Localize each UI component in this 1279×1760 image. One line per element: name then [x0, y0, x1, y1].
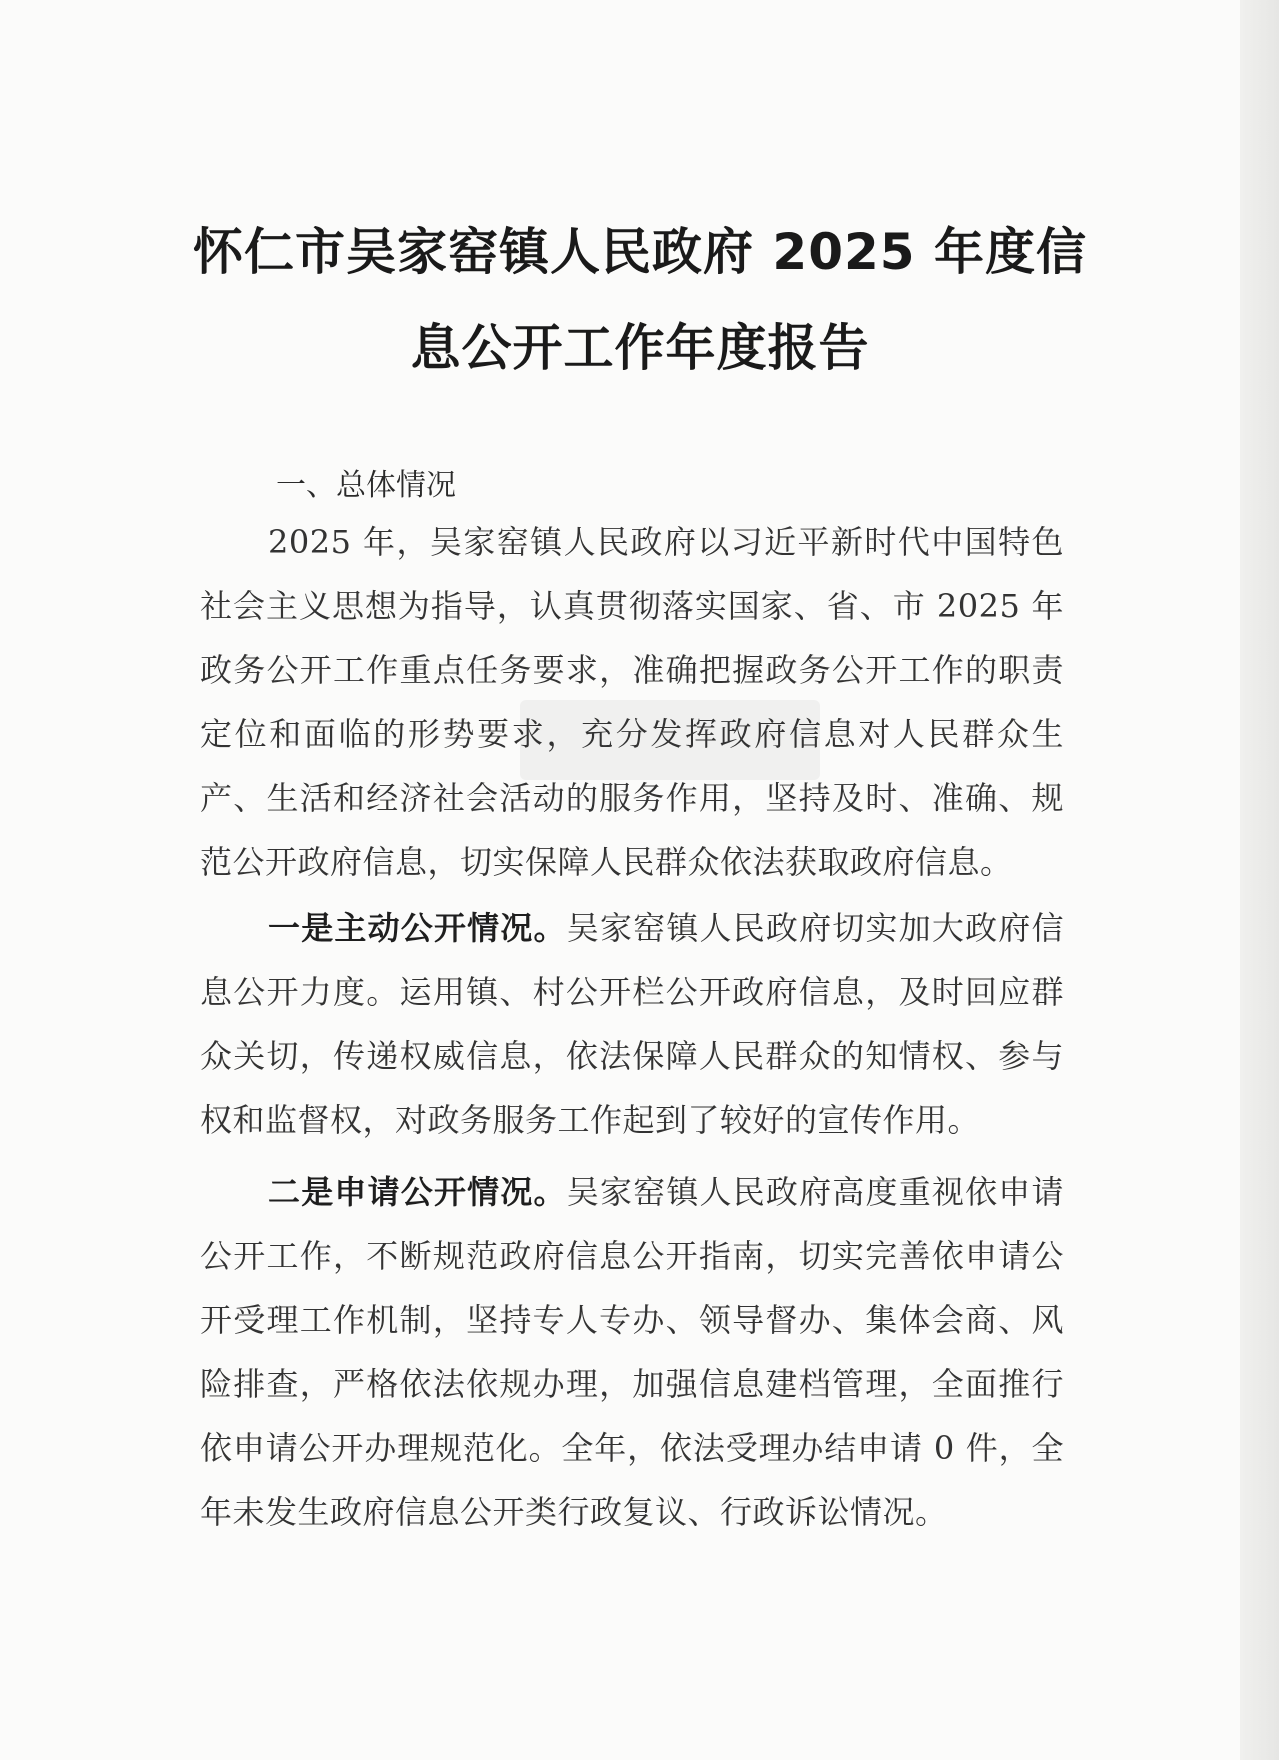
document-title-line-2: 息公开工作年度报告	[410, 319, 870, 377]
paragraph-proactive-disclosure	[200, 896, 1064, 1152]
paragraph-request-disclosure	[200, 1160, 1064, 1544]
paragraph-overview: 2025 年，吴家窑镇人民政府以习近平新时代中国特色社会主义思想为指导，认真贯彻落实国家、省、市 2025 年政务公开工作重点任务要求，准确把握政务公开工作的职责定位和面临的形势要求，充分发挥政府信息对人民群众生产、生活和经济社会活动的服务作用，坚持及时、准确、规范公开政府信息，切实保障人民群众依法获取政府信息。	[200, 523, 1064, 881]
paragraph-body-proactive: 吴家窑镇人民政府切实加大政府信息公开力度。运用镇、村公开栏公开政府信息，及时回应群众关切，传递权威信息，依法保障人民群众的知情权、参与权和监督权，对政务服务工作起到了较好的宣传作用。	[200, 909, 1064, 1139]
paragraph-lead-proactive: 一是主动公开情况。	[268, 909, 567, 947]
document-title-line-1: 怀仁市吴家窑镇人民政府 2025 年度信	[193, 223, 1087, 281]
scan-edge	[1240, 0, 1279, 1760]
paragraph-body-request: 吴家窑镇人民政府高度重视依申请公开工作，不断规范政府信息公开指南，切实完善依申请公开受理工作机制，坚持专人专办、领导督办、集体会商、风险排查，严格依法依规办理，加强信息建档管理，全面推行依申请公开办理规范化。全年，依法受理办结申请 0 件，全年未发生政府信息公开类行政复议、行政诉讼情况。	[200, 1173, 1064, 1531]
paragraph-lead-request: 二是申请公开情况。	[268, 1173, 567, 1211]
section-heading-overview: 一、总体情况	[276, 468, 456, 503]
